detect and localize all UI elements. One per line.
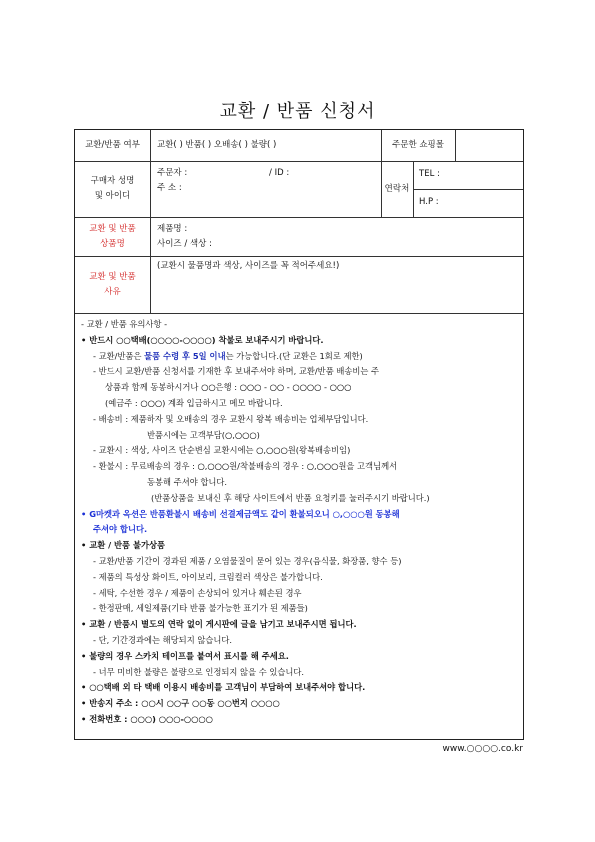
row-product	[75, 217, 523, 257]
note-3c: - 세탁, 수선한 경우 / 제품이 손상되어 있거나 훼손된 경우	[93, 587, 302, 598]
note-1c: - 배송비 : 제품하자 및 오배송의 경우 교환시 왕복 배송비는 업체부담입니다.	[93, 413, 369, 424]
note-7: • 반송지 주소 : ○○시 ○○구 ○○동 ○○번지 ○○○○	[81, 698, 280, 709]
reason-hint: (교환시 물품명과 색상, 사이즈를 꼭 적어주세요!)	[157, 261, 340, 271]
product-label	[75, 217, 150, 256]
note-1a-post: 는 가능합니다.(단 교환은 1회로 제한)	[225, 350, 363, 361]
row-reason	[75, 256, 523, 314]
row-buyer	[75, 161, 523, 218]
shop-label: 주문한 쇼핑몰	[392, 140, 444, 150]
note-3b: - 제품의 특성상 화이트, 아이보리, 크림컬러 색상은 불가합니다.	[93, 571, 323, 582]
note-1c-2: 반품시에는 고객부담(○,○○○)	[147, 429, 260, 440]
application-form	[74, 129, 524, 740]
notes-header: - 교환 / 반품 유의사항 -	[81, 319, 168, 329]
note-4: • 교환 / 반품시 별도의 연락 없이 게시판에 글을 남기고 보내주시면 됩니다.	[81, 619, 357, 630]
note-4a: - 단, 기간경과에는 해당되지 않습니다.	[93, 634, 233, 645]
note-1d: - 교환시 : 색상, 사이즈 단순변심 교환시에는 ○,○○○원(왕복배송비임)	[93, 445, 351, 456]
address-field[interactable]: 주 소 :	[157, 183, 182, 193]
hp-field[interactable]: H.P :	[419, 197, 439, 207]
note-1a-emphasis: 물품 수령 후 5일 이내	[144, 350, 226, 361]
note-3: • 교환 / 반품 불가상품	[81, 540, 166, 551]
shop-field[interactable]	[456, 130, 523, 161]
note-2: • G마켓과 옥션은 반품환불시 배송비 선결제금액도 같이 환불되오니 ○,○○○원 동봉해	[81, 508, 400, 519]
note-1b: - 반드시 교환/반품 신청서를 기재한 후 보내주셔야 하며, 교환/반품 배송비는 주	[93, 366, 380, 377]
buyer-label-line1: 구매자 성명	[90, 176, 135, 186]
page-title: 교환 / 반품 신청서	[219, 101, 376, 122]
notes-section	[81, 317, 519, 728]
note-1b-3: (예금주 : ○○○) 계좌 입금하시고 메모 바랍니다.	[105, 397, 283, 408]
note-5: • 불량의 경우 스카치 테이프를 붙여서 표시를 해 주세요.	[81, 650, 289, 661]
buyer-label	[75, 161, 150, 217]
note-1a	[81, 349, 519, 365]
note-1a-pre: - 교환/반품은	[93, 350, 145, 361]
type-options[interactable]: 교환( ) 반품( ) 오배송( ) 불량( )	[157, 140, 277, 150]
note-6: • ○○택배 외 타 택배 이용시 배송비를 고객님이 부담하여 보내주셔야 합니다.	[81, 682, 366, 693]
reason-field[interactable]	[157, 256, 523, 313]
note-8: • 전화번호 : ○○○) ○○○-○○○○	[81, 713, 213, 724]
note-1e-2: 동봉해 주셔야 합니다.	[147, 476, 228, 487]
size-color-field[interactable]: 사이즈 / 색상 :	[157, 239, 212, 249]
tel-field[interactable]: TEL :	[419, 169, 440, 179]
product-label-line2: 상품명	[100, 238, 125, 249]
note-1e: - 환불시 : 무료배송의 경우 : ○,○○○원/착불배송의 경우 : ○,○○○원을 고객님께서	[93, 461, 398, 472]
type-label: 교환/반품 여부	[85, 140, 140, 150]
note-5a: - 너무 미비한 불량은 불량으로 인정되지 않을 수 있습니다.	[93, 666, 305, 677]
note-1b-2: 상품과 함께 동봉하시거나 ○○은행 : ○○○ - ○○ - ○○○○ - ○○○	[105, 382, 352, 393]
product-fields[interactable]	[157, 217, 523, 256]
id-field[interactable]: / ID :	[269, 168, 290, 178]
note-1e-3: (반품상품을 보내신 후 해당 사이트에서 반품 요청키를 눌러주시기 바랍니다.)	[151, 492, 430, 503]
reason-label	[75, 256, 150, 313]
reason-label-line2: 사유	[104, 286, 121, 297]
buyer-label-line2: 및 아이디	[94, 191, 131, 201]
row-type	[75, 130, 523, 162]
product-label-line1: 교환 및 반품	[89, 223, 136, 234]
contact-fields	[414, 161, 523, 217]
buyer-fields[interactable]	[157, 161, 381, 217]
contact-label: 연락처	[384, 183, 410, 194]
orderer-field[interactable]: 주문자 :	[157, 168, 188, 178]
note-3a: - 교환/반품 기간이 경과된 제품 / 오염물질이 묻어 있는 경우(음식물, 화장품, 향수 등)	[93, 555, 402, 566]
website-url: www.○○○○.co.kr	[442, 744, 523, 754]
reason-label-line1: 교환 및 반품	[89, 271, 136, 282]
note-1: • 반드시 ○○택배(○○○○-○○○○) 착불로 보내주시기 바랍니다.	[81, 334, 324, 345]
note-3d: - 한정판매, 세일제품(기타 반품 불가능한 표기가 된 제품들)	[93, 603, 308, 614]
note-2b: 주셔야 합니다.	[93, 524, 148, 535]
product-name-field[interactable]: 제품명 :	[157, 224, 188, 234]
